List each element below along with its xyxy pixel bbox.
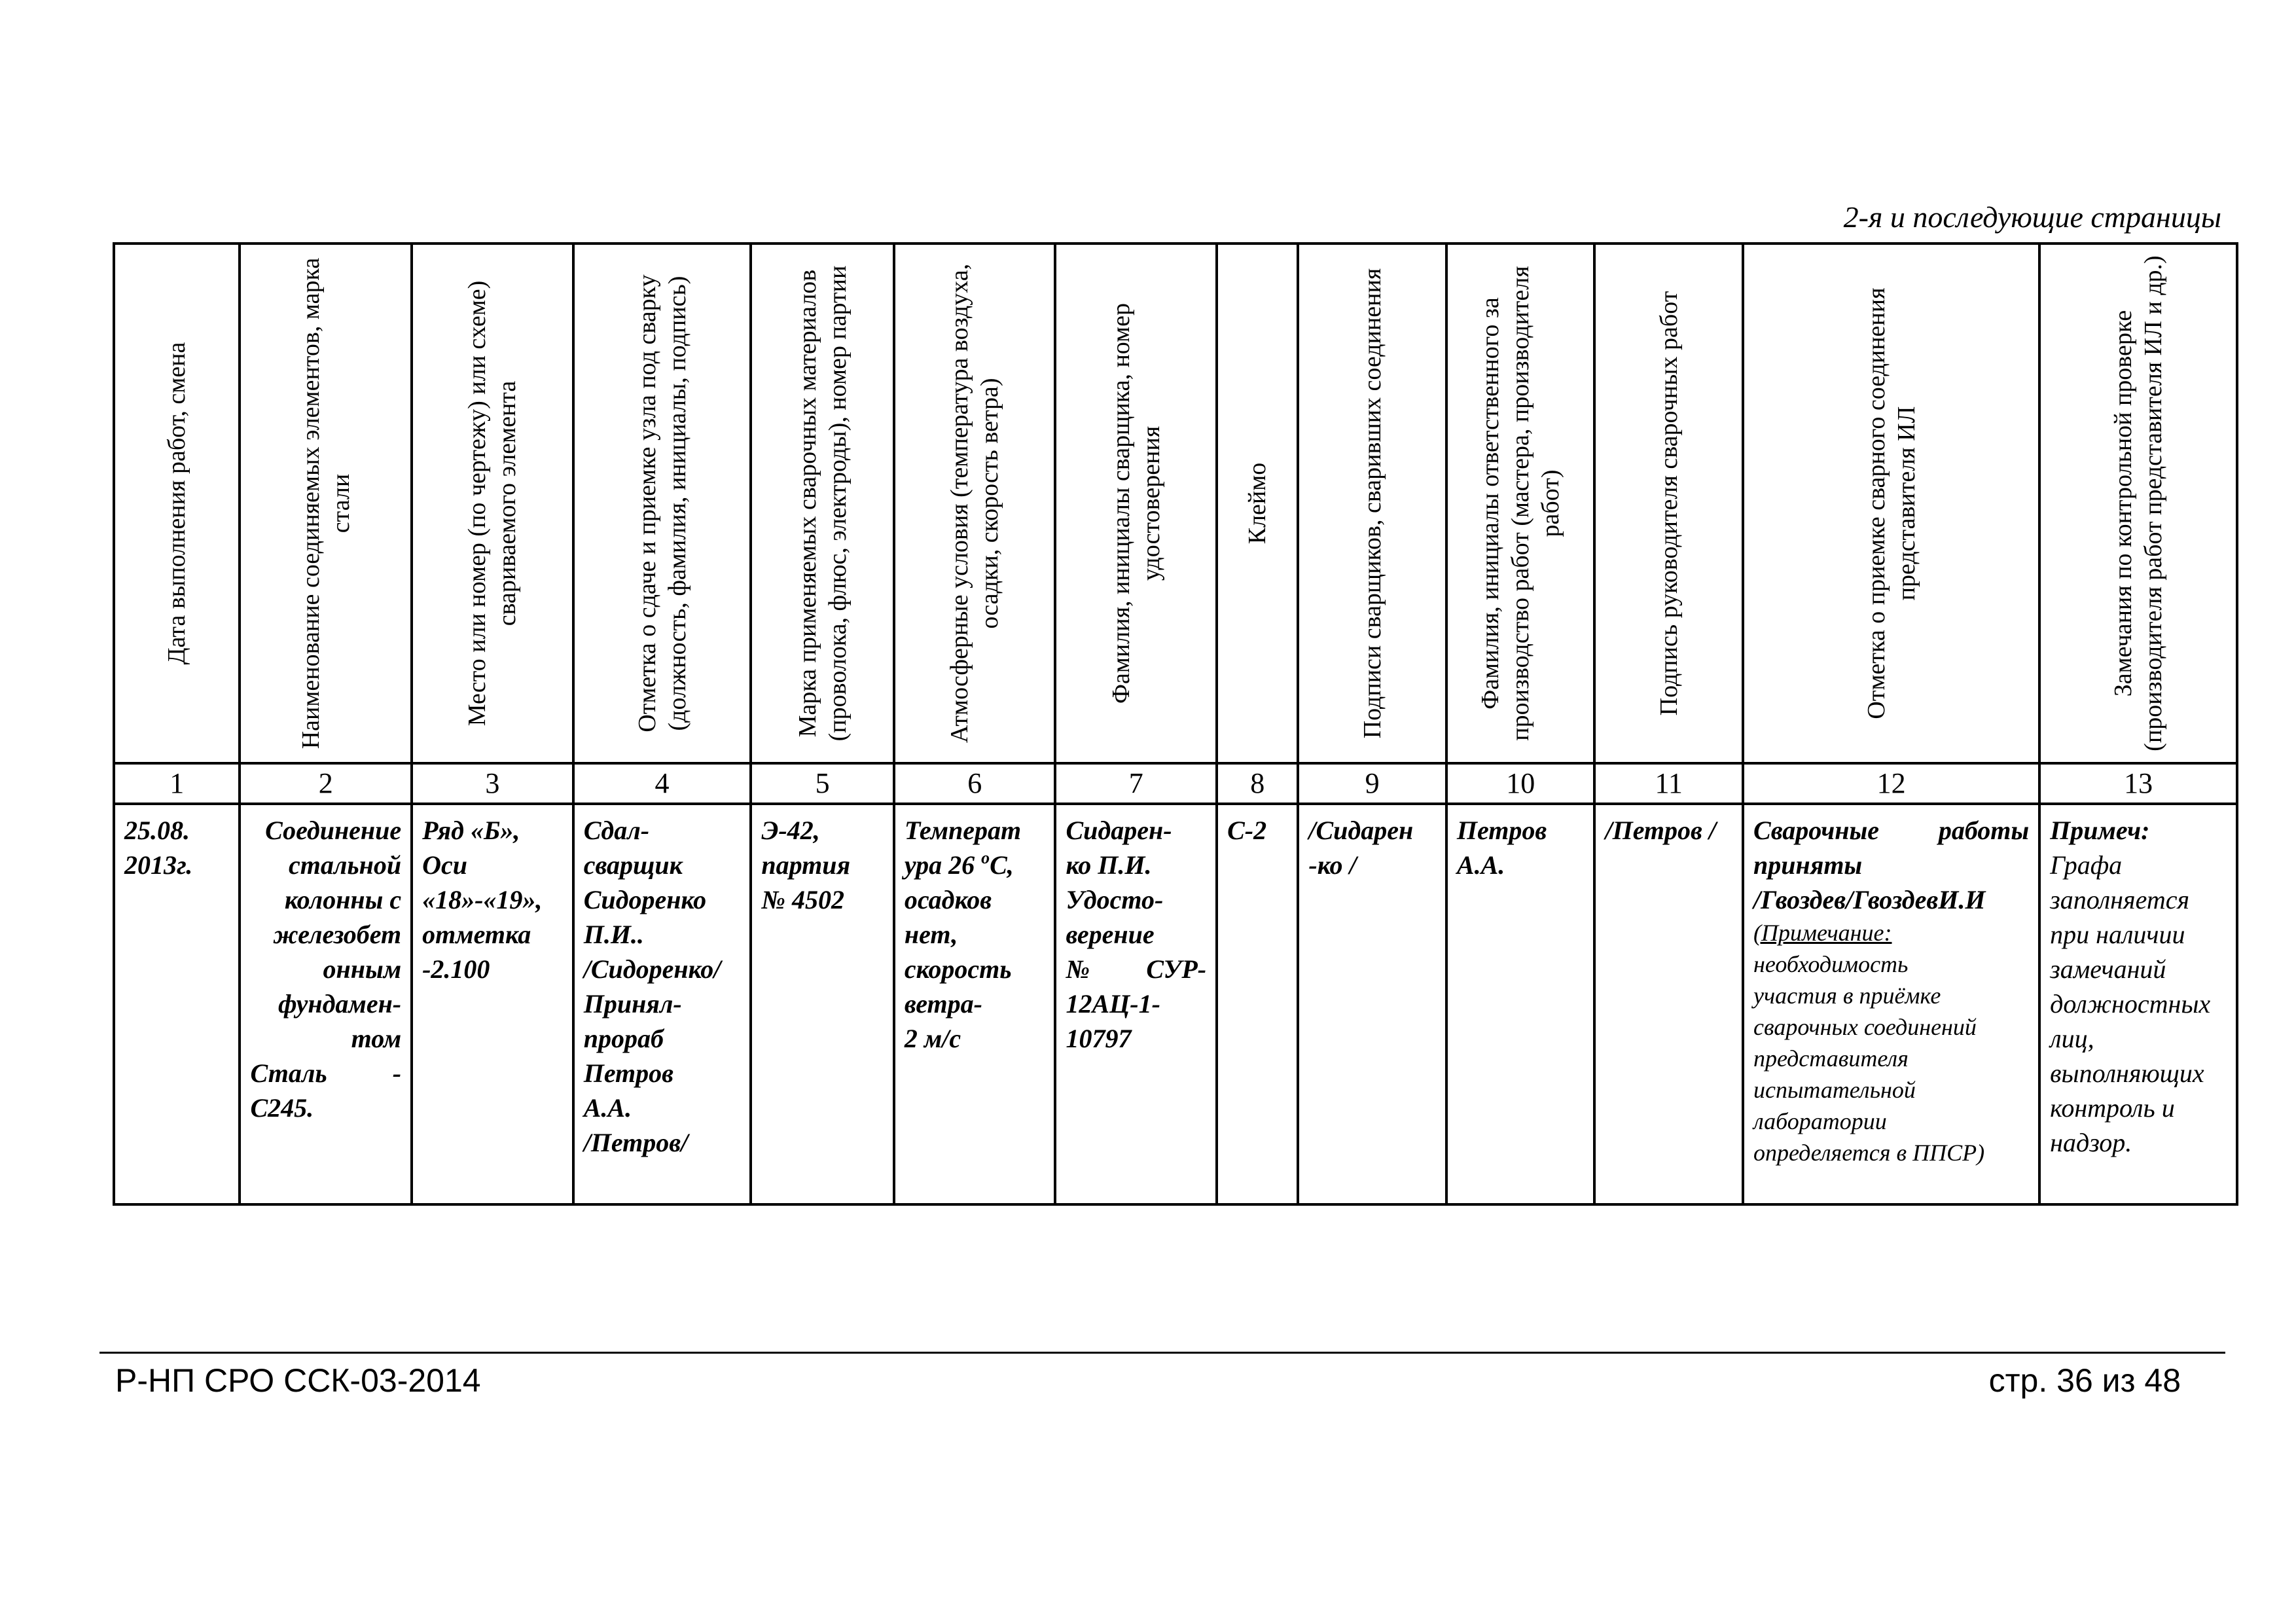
- column-number: 8: [1217, 763, 1298, 804]
- column-number: 9: [1298, 763, 1446, 804]
- cell-stamp: С-2: [1217, 804, 1298, 1204]
- column-header-10: Фамилия, инициалы ответственного за производство работ (мастера, производителя работ): [1446, 244, 1595, 763]
- cell-weather: Температ ура 26 $^о$С, осадков нет, скорость ветра- 2 м/с: [894, 804, 1056, 1204]
- table-row: [114, 804, 2237, 1204]
- cell-location: Ряд «Б», Оси «18»-«19», отметка -2.100: [412, 804, 573, 1204]
- column-header-13: Замечания по контрольной проверке (производителя работ представителя ИЛ и др.): [2039, 244, 2237, 763]
- column-header-9: Подписи сварщиков, сваривших соединения: [1298, 244, 1446, 763]
- column-number-row: [114, 763, 2237, 804]
- column-number: 5: [751, 763, 894, 804]
- page-continuation-note: 2-я и последующие страницы: [1843, 200, 2221, 234]
- column-header-4: Отметка о сдаче и приемке узла под сварку (должность, фамилия, инициалы, подпись): [573, 244, 751, 763]
- page-number: стр. 36 из 48: [1988, 1362, 2181, 1399]
- cell-handover: Сдал- сварщик Сидоренко П.И.. /Сидоренко/ Принял- прораб Петров А.А. /Петров/: [573, 804, 751, 1204]
- column-header-12: Отметка о приемке сварного соединения представителя ИЛ: [1743, 244, 2039, 763]
- column-header-6: Атмосферные условия (температура воздуха, осадки, скорость ветра): [894, 244, 1056, 763]
- cell-welder-signature: /Сидарен -ко /: [1298, 804, 1446, 1204]
- welding-journal-table: [113, 242, 2238, 1206]
- column-number: 11: [1594, 763, 1743, 804]
- cell-remarks: Примеч: Графа заполняется при наличии замечаний должностных лиц, выполняющих контроль и надзор.: [2039, 804, 2237, 1204]
- column-header-5: Марка применяемых сварочных материалов (проволока, флюс, электроды), номер партии: [751, 244, 894, 763]
- column-header-3: Место или номер (по чертежу) или схеме) свариваемого элемента: [412, 244, 573, 763]
- note-label: (Примечание:: [1753, 920, 1892, 946]
- column-number: 13: [2039, 763, 2237, 804]
- column-header-8: Клеймо: [1217, 244, 1298, 763]
- column-number: 2: [240, 763, 412, 804]
- cell-materials: Э-42, партия № 4502: [751, 804, 894, 1204]
- column-header-11: Подпись руководителя сварочных работ: [1594, 244, 1743, 763]
- column-header-7: Фамилия, инициалы сварщика, номер удостоверения: [1055, 244, 1217, 763]
- column-header-1: Дата выполнения работ, смена: [114, 244, 240, 763]
- cell-elements: Соединение стальной колонны с железобет онным фундамен- том Сталь - С245.: [240, 804, 412, 1204]
- cell-responsible: Петров А.А.: [1446, 804, 1595, 1204]
- column-number: 4: [573, 763, 751, 804]
- header-row: [114, 244, 2237, 763]
- column-number: 10: [1446, 763, 1595, 804]
- column-number: 3: [412, 763, 573, 804]
- footer-divider: [99, 1352, 2225, 1354]
- cell-lab-acceptance: Сварочные работы приняты /Гвоздев/ГвоздевИ.И (Примечание: необходимость участия в приёмке сварочных соединений представителя испытательной лаборатории определяется в ППСР): [1743, 804, 2039, 1204]
- cell-supervisor-signature: /Петров /: [1594, 804, 1743, 1204]
- cell-welder: Сидарен- ко П.И. Удосто- верение № СУР- 12АЦ-1- 10797: [1055, 804, 1217, 1204]
- column-header-2: Наименование соединяемых элементов, марка стали: [240, 244, 412, 763]
- column-number: 7: [1055, 763, 1217, 804]
- column-number: 12: [1743, 763, 2039, 804]
- cell-date: 25.08. 2013г.: [114, 804, 240, 1204]
- column-number: 6: [894, 763, 1056, 804]
- column-number: 1: [114, 763, 240, 804]
- document-code: Р-НП СРО ССК-03-2014: [115, 1362, 481, 1399]
